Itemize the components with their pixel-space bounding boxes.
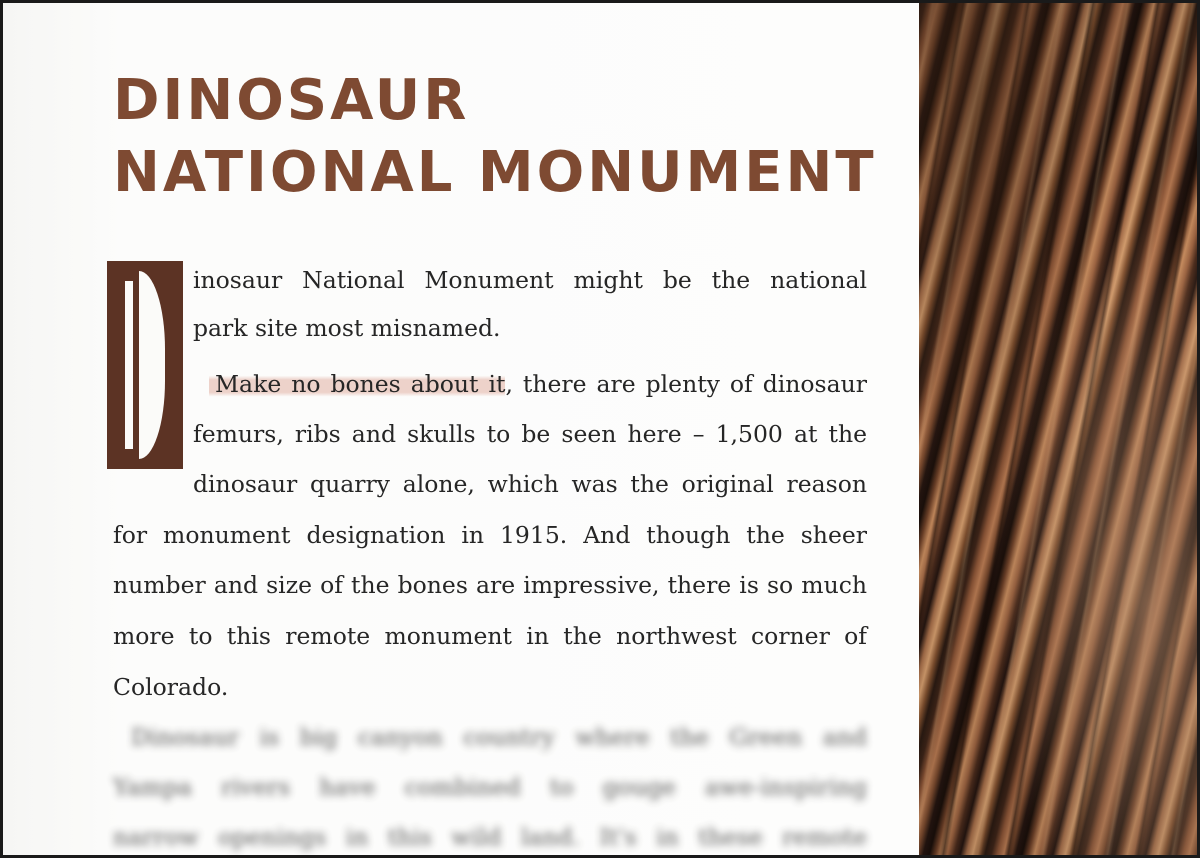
body-line: femurs, ribs and skulls to be seen here – 1,500 at the xyxy=(193,420,867,448)
title-line-1: DINOSAUR xyxy=(113,68,470,133)
body-line: inosaur National Monument might be the national xyxy=(193,266,867,294)
highlighted-phrase: Make no bones about it xyxy=(209,370,505,398)
body-line xyxy=(215,358,867,410)
title-line-2: NATIONAL MONUMENT xyxy=(113,140,877,205)
dropcap-d xyxy=(107,261,183,469)
rock-cliff-photo xyxy=(919,3,1200,858)
body-line: Colorado. xyxy=(113,673,229,701)
blurred-line: Dinosaur is big canyon country where the Green and xyxy=(131,723,867,751)
body-line: number and size of the bones are impressive, there is so much xyxy=(113,571,867,599)
body-line-rest: , there are plenty of dinosaur xyxy=(505,370,868,398)
body-line: more to this remote monument in the northwest corner of xyxy=(113,622,867,650)
body-line: for monument designation in 1915. And though the sheer xyxy=(113,521,867,549)
blurred-line: narrow openings in this wild land. It's in these remote xyxy=(113,823,867,851)
blurred-line: Yampa rivers have combined to gouge awe-inspiring xyxy=(113,773,867,801)
article-title xyxy=(113,65,877,209)
body-line: dinosaur quarry alone, which was the original reason xyxy=(193,470,867,498)
body-line: park site most misnamed. xyxy=(193,314,501,342)
